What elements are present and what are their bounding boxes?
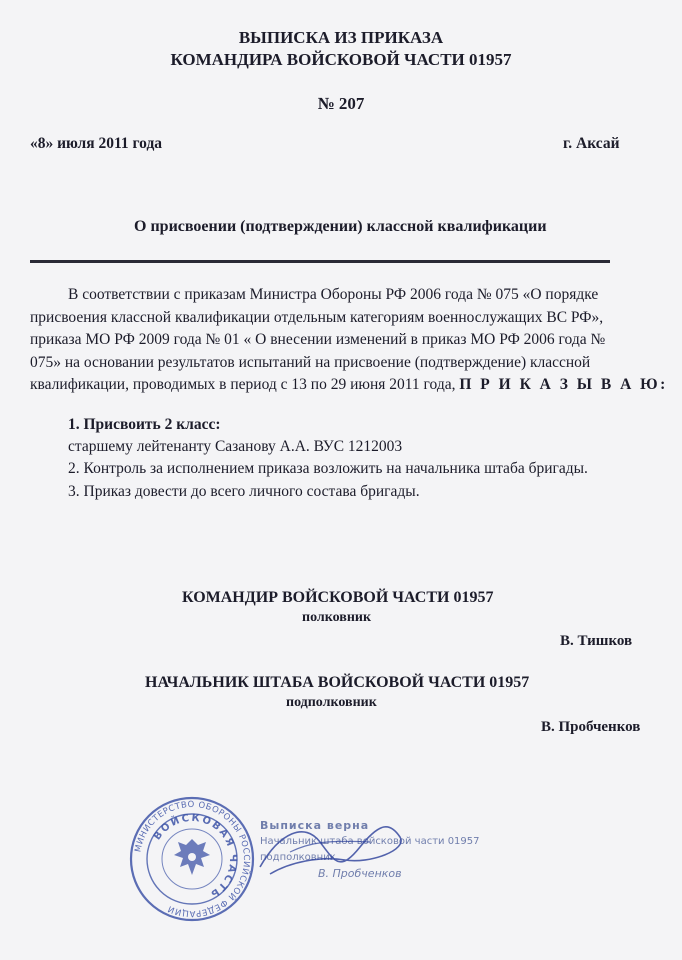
preamble-line-1: В соответствии с приказам Министра Обороны РФ 2006 года № 075 «О порядке (68, 286, 599, 303)
certification-line-4: В. Пробченков (318, 867, 402, 880)
item-1-detail: старшему лейтенанту Сазанову А.А. ВУС 1212003 (68, 438, 403, 455)
item-1-title: 1. Присвоить 2 класс: (68, 416, 221, 433)
preamble-line-5: квалификации, проводимых в период с 13 по 29 июня 2011 года, (30, 376, 456, 393)
preamble-line-2: присвоения классной квалификации отдельным категориям военнослужащих ВС РФ», (30, 308, 604, 326)
certification-line-1: Выписка верна (260, 819, 370, 832)
commander-title: КОМАНДИР ВОЙСКОВОЙ ЧАСТИ 01957 (182, 589, 494, 606)
signature-scribble-icon (250, 812, 420, 882)
header-line-1: ВЫПИСКА ИЗ ПРИКАЗА (238, 28, 444, 47)
order-word: П Р И К А З Ы В А Ю: (459, 376, 668, 393)
official-seal-icon (128, 795, 256, 923)
chief-name: В. Пробченков (541, 719, 641, 735)
commander-rank: полковник (302, 610, 372, 625)
header-line-2: КОМАНДИРА ВОЙСКОВОЙ ЧАСТИ 01957 (170, 50, 512, 69)
order-place: г. Аксай (563, 135, 620, 152)
order-subject: О присвоении (подтверждении) классной квалификации (134, 218, 547, 235)
chief-rank: подполковник (286, 695, 377, 710)
certification-line-3: подполковник (260, 852, 336, 863)
preamble-paragraph (30, 284, 668, 397)
eagle-emblem-icon (174, 839, 210, 875)
order-date: «8» июля 2011 года (30, 135, 163, 152)
preamble-line-4: 075» на основании результатов испытаний на присвоение (подтверждение) классной (30, 353, 591, 371)
preamble-line-3: приказа МО РФ 2009 года № 01 « О внесении изменений в приказ МО РФ 2006 года № (30, 331, 606, 348)
divider-rule (30, 260, 610, 263)
certification-line-2: Начальник штаба войсковой части 01957 (260, 836, 480, 847)
seal-inner-text: ВОЙСКОВАЯ ЧАСТЬ (151, 812, 239, 901)
commander-name: В. Тишков (560, 633, 633, 649)
item-2: 2. Контроль за исполнением приказа возложить на начальника штаба бригады. (68, 460, 588, 477)
item-3: 3. Приказ довести до всего личного состава бригады. (68, 483, 420, 500)
order-number: № 207 (317, 94, 365, 113)
chief-title: НАЧАЛЬНИК ШТАБА ВОЙСКОВОЙ ЧАСТИ 01957 (145, 674, 530, 691)
seal-outer-text: МИНИСТЕРСТВО ОБОРОНЫ РОССИЙСКОЙ ФЕДЕРАЦИИ (133, 799, 252, 919)
